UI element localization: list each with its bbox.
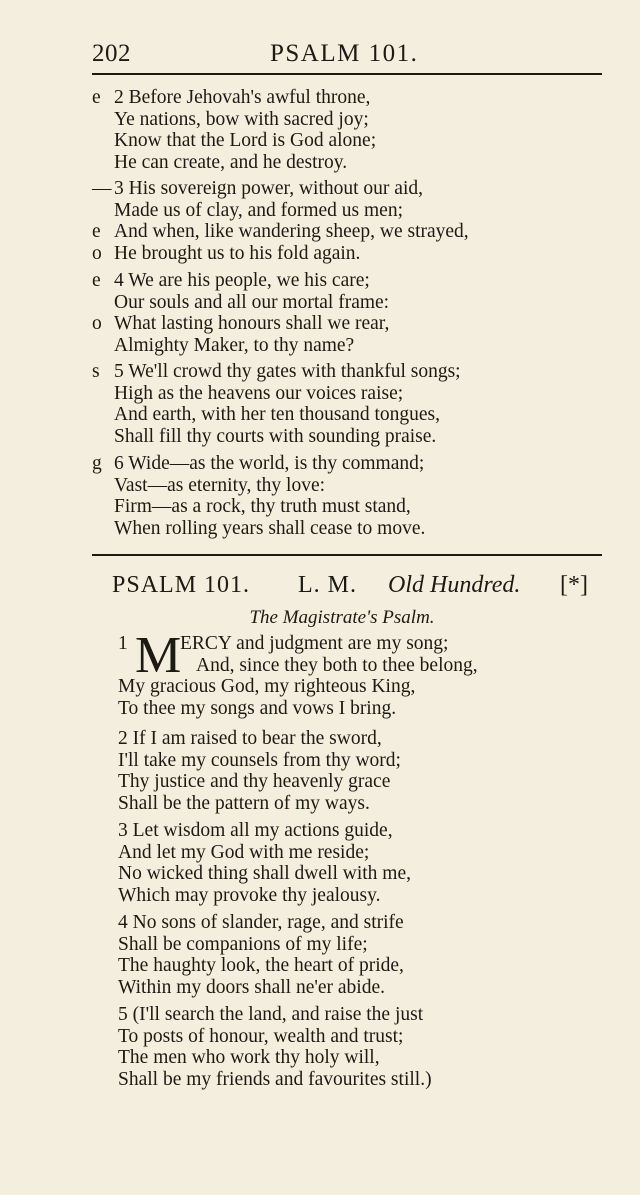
- page-header: [92, 40, 602, 76]
- verse-line: My gracious God, my righteous King,: [118, 676, 416, 698]
- verse-line: Shall be companions of my life;: [118, 933, 368, 955]
- running-title: PSALM 101.: [270, 40, 419, 67]
- dynamic-marker: g: [92, 453, 102, 474]
- page-number: 202: [92, 40, 131, 67]
- verse-line: e 2 Before Jehovah's awful throne,: [92, 87, 371, 108]
- tune-name: Old Hundred.: [388, 572, 521, 598]
- section-rule: [92, 554, 602, 556]
- psalm-mark: [*]: [560, 572, 588, 598]
- verse-line: Shall fill thy courts with sounding praise.: [114, 426, 437, 448]
- verse-line: Vast—as eternity, thy love:: [114, 474, 326, 496]
- verse-line: When rolling years shall cease to move.: [114, 518, 426, 540]
- verse-line: Made us of clay, and formed us men;: [114, 199, 403, 221]
- verse-line: I'll take my counsels from thy word;: [118, 749, 401, 771]
- verse-line: g 6 Wide—as the world, is thy command;: [92, 453, 425, 474]
- verse-number: 1: [118, 633, 128, 654]
- psalm-meter: L. M.: [298, 572, 357, 598]
- verse-line: To thee my songs and vows I bring.: [118, 698, 397, 720]
- previous-psalm-verses: [92, 453, 592, 540]
- dynamic-marker: e: [92, 87, 101, 108]
- verse-line: s 5 We'll crowd thy gates with thankful songs;: [92, 361, 461, 382]
- drop-cap: M: [135, 627, 182, 684]
- verse-line: 5 (I'll search the land, and raise the just: [118, 1004, 424, 1025]
- verse-line: 1 M ERCY and judgment are my song;: [118, 627, 449, 684]
- verse-line: Thy justice and thy heavenly grace: [118, 771, 391, 793]
- verse-line: Know that the Lord is God alone;: [114, 130, 377, 152]
- stanza: [92, 453, 592, 540]
- stanza: [118, 820, 598, 907]
- verse-line: Within my doors shall ne'er abide.: [118, 977, 386, 999]
- header-rule: [92, 73, 602, 75]
- verse-line: To posts of honour, wealth and trust;: [118, 1025, 404, 1047]
- verse-line: The haughty look, the heart of pride,: [118, 955, 404, 977]
- stanza: [92, 270, 592, 357]
- previous-psalm-verses: [92, 87, 592, 174]
- verse-line: Shall be the pattern of my ways.: [118, 793, 370, 815]
- verse-line: He can create, and he destroy.: [114, 152, 348, 174]
- stanza: [92, 178, 592, 265]
- stanza: [118, 1004, 598, 1091]
- verse-line: Ye nations, bow with sacred joy;: [114, 108, 369, 130]
- verse-line: Shall be my friends and favourites still.): [118, 1069, 432, 1091]
- verse-line: 2 If I am raised to bear the sword,: [118, 728, 382, 749]
- verse-line: o He brought us to his fold again.: [92, 243, 361, 265]
- verse-line: And earth, with her ten thousand tongues,: [114, 404, 441, 426]
- verse-line: 4 No sons of slander, rage, and strife: [118, 912, 404, 933]
- stanza: [118, 728, 598, 815]
- verse-line: And, since they both to thee belong,: [196, 654, 478, 676]
- verse-line: e 4 We are his people, we his care;: [92, 270, 370, 291]
- stanza: [92, 87, 592, 174]
- verse-line: 3 Let wisdom all my actions guide,: [118, 820, 393, 841]
- dynamic-marker: —: [92, 178, 112, 199]
- psalm-title: PSALM 101.: [112, 572, 251, 598]
- verse-line: High as the heavens our voices raise;: [114, 382, 404, 404]
- verse-line: — 3 His sovereign power, without our aid,: [92, 178, 424, 199]
- previous-psalm-verses: [92, 270, 592, 357]
- verse-line: Our souls and all our mortal frame:: [114, 291, 390, 313]
- previous-psalm-verses: [92, 361, 592, 448]
- stanza: [92, 361, 592, 448]
- verse-line: Firm—as a rock, thy truth must stand,: [114, 496, 411, 518]
- psalm-subtitle: The Magistrate's Psalm.: [249, 607, 435, 628]
- dynamic-marker: e: [92, 270, 101, 291]
- previous-psalm-verses: [92, 178, 592, 265]
- verse-line: The men who work thy holy will,: [118, 1047, 380, 1069]
- stanza: [118, 912, 598, 999]
- dynamic-marker: e: [92, 221, 101, 243]
- first-stanza: [118, 627, 598, 720]
- dynamic-marker: o: [92, 243, 102, 265]
- dynamic-marker: s: [92, 361, 100, 382]
- verse-line: o What lasting honours shall we rear,: [92, 313, 390, 335]
- verse-line: No wicked thing shall dwell with me,: [118, 863, 411, 885]
- verse-line: And let my God with me reside;: [118, 841, 370, 863]
- dynamic-marker: o: [92, 313, 102, 335]
- verse-line: Almighty Maker, to thy name?: [114, 335, 355, 357]
- verse-line: e And when, like wandering sheep, we strayed,: [92, 221, 469, 243]
- psalm-heading: [112, 572, 602, 602]
- verse-line: Which may provoke thy jealousy.: [118, 885, 381, 907]
